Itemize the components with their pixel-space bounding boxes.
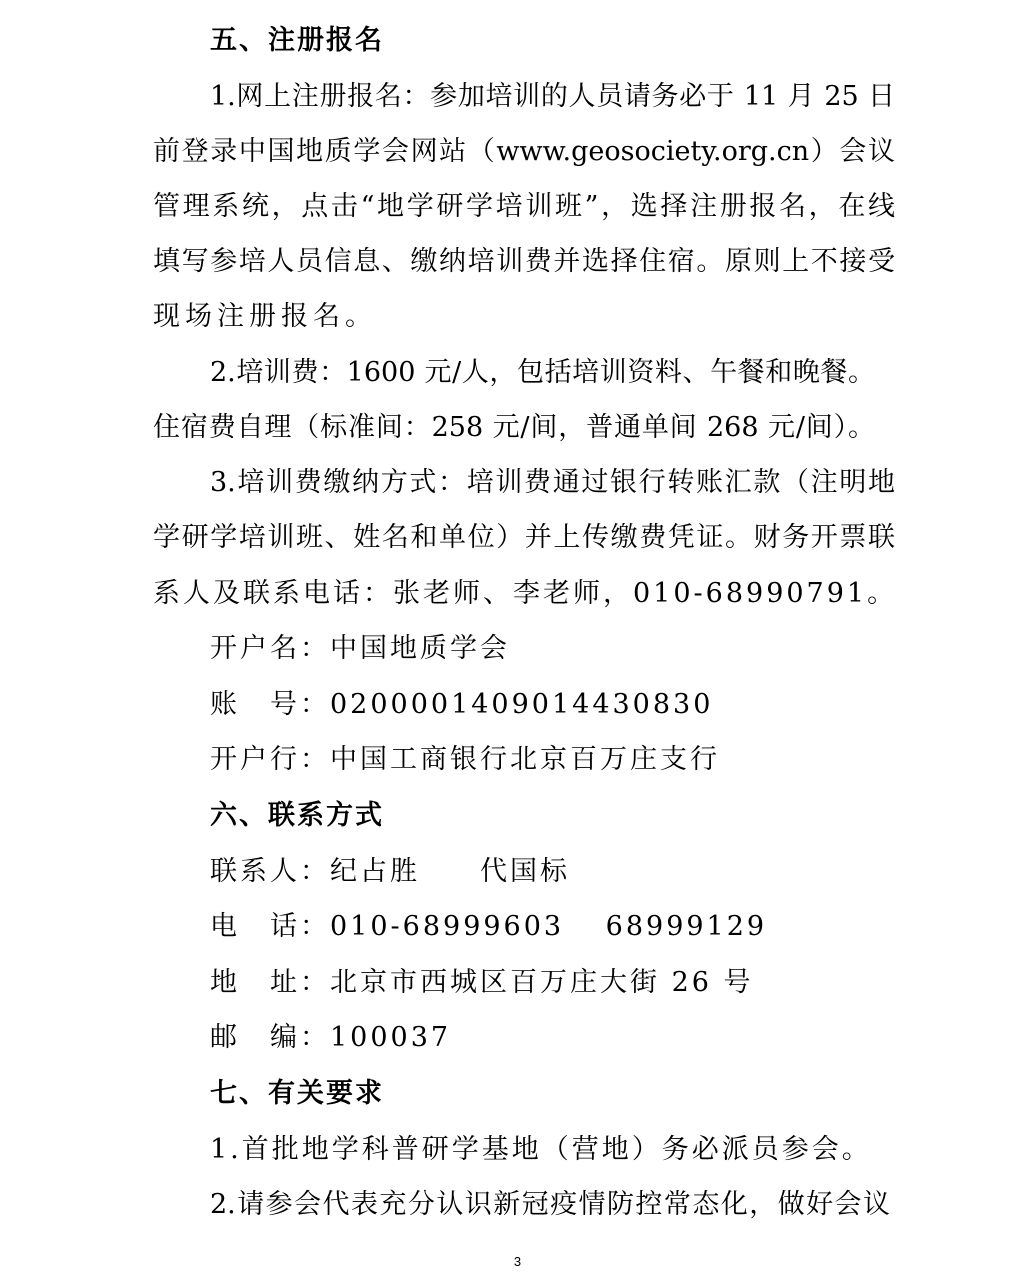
contact-person-value: 纪占胜 代国标	[330, 856, 570, 887]
contact-phone-label: 电 话：	[210, 911, 330, 942]
bank-name-value: 中国工商银行北京百万庄支行	[330, 744, 720, 775]
contact-address-label: 地 址：	[210, 967, 330, 998]
bank-account-number-label: 账 号：	[210, 689, 330, 720]
bank-account-name-value: 中国地质学会	[330, 633, 510, 664]
paragraph-line: 2.请参会代表充分认识新冠疫情防控常态化，做好会议	[210, 1189, 890, 1220]
contact-person-row	[210, 855, 570, 889]
paragraph-line: 1.首批地学科普研学基地（营地）务必派员参会。	[210, 1134, 872, 1165]
contact-postcode-row	[210, 1021, 451, 1055]
section-heading-contact: 六、联系方式	[210, 800, 384, 831]
bank-account-number-row	[210, 688, 713, 722]
paragraph-line: 前登录中国地质学会网站（www.geosociety.org.cn）会议	[153, 136, 895, 167]
bank-account-name-label: 开户名：	[210, 633, 330, 664]
contact-phone-row	[210, 910, 767, 944]
paragraph-line: 2.培训费：1600 元/人，包括培训资料、午餐和晚餐。	[210, 357, 875, 388]
bank-account-name-row	[210, 632, 510, 666]
paragraph-line: 管理系统，点击“地学研学培训班”，选择注册报名，在线	[153, 191, 895, 222]
contact-phone-value: 010-68999603 68999129	[330, 911, 768, 942]
paragraph-line: 系人及联系电话：张老师、李老师，010-68990791。	[153, 578, 898, 609]
paragraph-line: 3.培训费缴纳方式：培训费通过银行转账汇款（注明地	[210, 467, 895, 498]
contact-address-value: 北京市西城区百万庄大街 26 号	[330, 967, 754, 998]
contact-postcode-label: 邮 编：	[210, 1022, 330, 1053]
bank-name-row	[210, 743, 720, 777]
bank-name-label: 开户行：	[210, 744, 330, 775]
section-heading-requirements: 七、有关要求	[210, 1078, 384, 1109]
paragraph-line: 学研学培训班、姓名和单位）并上传缴费凭证。财务开票联	[153, 522, 895, 553]
contact-person-label: 联系人：	[210, 856, 330, 887]
paragraph-line: 住宿费自理（标准间：258 元/间，普通单间 268 元/间）。	[153, 412, 875, 443]
paragraph-line: 填写参培人员信息、缴纳培训费并选择住宿。原则上不接受	[153, 246, 895, 277]
paragraph-line: 1.网上注册报名：参加培训的人员请务必于 11 月 25 日	[210, 81, 895, 112]
page-number: 3	[513, 1254, 522, 1269]
paragraph-line: 现场注册报名。	[153, 301, 377, 332]
section-heading-registration: 五、注册报名	[210, 25, 384, 56]
bank-account-number-value: 0200001409014430830	[330, 689, 714, 720]
contact-postcode-value: 100037	[330, 1022, 452, 1053]
contact-address-row	[210, 966, 754, 1000]
